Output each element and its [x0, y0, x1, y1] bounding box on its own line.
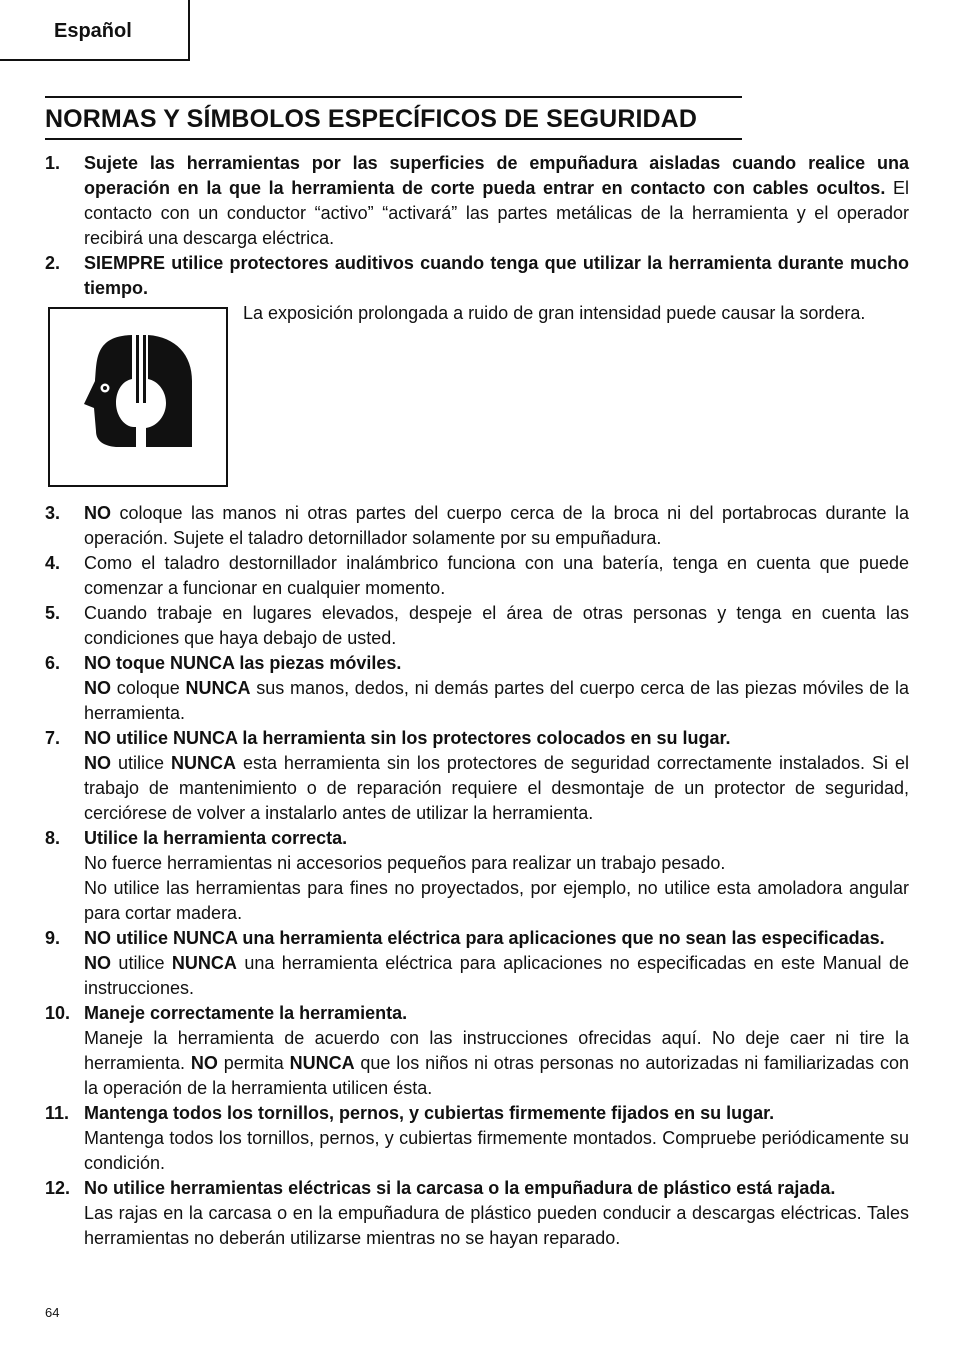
item-number: 3. [45, 503, 61, 523]
item-number: 8. [45, 828, 61, 848]
item-number: 11. [45, 1103, 70, 1123]
list-item [45, 726, 909, 826]
bold-word: NUNCA [185, 678, 251, 698]
title-block [45, 96, 742, 140]
list-item [45, 826, 909, 926]
item-number: 5. [45, 603, 61, 623]
language-label: Español [54, 20, 132, 42]
item-heading: No utilice herramientas eléctricas si la carcasa o la empuñadura de plástico está rajada. [84, 1178, 836, 1198]
item-text: sus manos, dedos, ni demás partes del cuerpo cerca de las piezas móviles de la herramienta. [84, 678, 909, 723]
list-item [45, 151, 909, 251]
item-number: 10. [45, 1003, 71, 1023]
bold-word: NUNCA [289, 1053, 355, 1073]
item-heading: Sujete las herramientas por las superficies de empuñadura aisladas cuando realice una operación en la que la herramienta de corte pueda entrar en contacto con cables ocultos. [84, 153, 909, 198]
bold-word: NO [84, 753, 111, 773]
item-text: Como el taladro destornillador inalámbrico funciona con una batería, tenga en cuenta que puede comenzar a funcionar en cualquier momento. [84, 553, 909, 598]
item-text: una herramienta eléctrica para aplicaciones no especificadas en este Manual de instrucciones. [84, 953, 910, 998]
item-text: Mantenga todos los tornillos, pernos, y cubiertas firmemente montados. Compruebe periódicamente su condición. [84, 1128, 909, 1173]
list-item [45, 926, 909, 1001]
list-item [45, 651, 909, 726]
item-heading: NO utilice NUNCA la herramienta sin los protectores colocados en su lugar. [84, 728, 731, 748]
page-number: 64 [45, 1305, 60, 1320]
item-text: No fuerce herramientas ni accesorios pequeños para realizar un trabajo pesado. [84, 853, 726, 873]
item-number: 2. [45, 253, 61, 273]
item-text: coloque [111, 678, 186, 698]
item-text: permita [217, 1053, 290, 1073]
bold-word: NO [84, 953, 111, 973]
language-tab [0, 0, 190, 61]
item-heading: SIEMPRE utilice protectores auditivos cuando tenga que utilizar la herramienta durante mucho tiempo. [84, 253, 909, 298]
item-number: 1. [45, 153, 61, 173]
bold-word: NO [84, 503, 111, 523]
item-heading: Utilice la herramienta correcta. [84, 828, 348, 848]
list-item [45, 601, 909, 651]
item-text: Las rajas en la carcasa o en la empuñadura de plástico pueden conducir a descargas eléctricas. Tales herramientas no deberán utilizarse mientras no se hayan reparado. [84, 1203, 909, 1248]
item-number: 12. [45, 1178, 71, 1198]
ear-protection-icon [48, 307, 228, 487]
item-heading: NO utilice NUNCA una herramienta eléctrica para aplicaciones que no sean las especificadas. [84, 928, 885, 948]
list-item [45, 551, 909, 601]
safety-list [45, 151, 909, 1251]
item-heading: NO toque NUNCA las piezas móviles. [84, 653, 402, 673]
item-text: que los niños ni otras personas no autorizadas ni familiarizadas con la operación de la herramienta utilicen ésta. [84, 1053, 909, 1098]
item-text: esta herramienta sin los protectores de seguridad correctamente instalados. Si el trabajo de mantenimiento o de reparación requiere el desmontaje de un protector de seguridad, cerciórese de volver a instalarlo antes de utilizar la herramienta. [84, 753, 909, 823]
item-text: utilice [111, 753, 171, 773]
list-item [45, 251, 909, 301]
item-text: Maneje la herramienta de acuerdo con las instrucciones ofrecidas aquí. No deje caer ni tire la herramienta. [84, 1028, 909, 1073]
list-item [45, 1176, 909, 1251]
icon-row [45, 301, 909, 501]
item-text: coloque las manos ni otras partes del cuerpo cerca de la broca ni del portabrocas durante la operación. Sujete el taladro detornillador solamente por su empuñadura. [84, 503, 909, 548]
page-title: NORMAS Y SÍMBOLOS ESPECÍFICOS DE SEGURIDAD [45, 105, 697, 133]
item-text: Cuando trabaje en lugares elevados, despeje el área de otras personas y tenga en cuenta las condiciones que haya debajo de usted. [84, 603, 909, 648]
item-heading: Maneje correctamente la herramienta. [84, 1003, 408, 1023]
bold-word: NUNCA [171, 953, 237, 973]
item-text: utilice [111, 953, 172, 973]
item-text: El contacto con un conductor “activo” “activará” las partes metálicas de la herramienta y el operador recibirá una descarga eléctrica. [84, 178, 909, 248]
item-text: La exposición prolongada a ruido de gran intensidad puede causar la sordera. [243, 303, 866, 323]
item-number: 9. [45, 928, 61, 948]
item-number: 7. [45, 728, 61, 748]
bold-word: NUNCA [170, 753, 236, 773]
bold-word: NO [190, 1053, 218, 1073]
item-text: No utilice las herramientas para fines no proyectados, por ejemplo, no utilice esta amoladora angular para cortar madera. [84, 878, 909, 923]
item-heading: Mantenga todos los tornillos, pernos, y cubiertas firmemente fijados en su lugar. [84, 1103, 775, 1123]
bold-word: NO [84, 678, 111, 698]
list-item [45, 1001, 909, 1101]
list-item [45, 501, 909, 551]
item-number: 4. [45, 553, 61, 573]
item-number: 6. [45, 653, 61, 673]
list-item [45, 1101, 909, 1176]
